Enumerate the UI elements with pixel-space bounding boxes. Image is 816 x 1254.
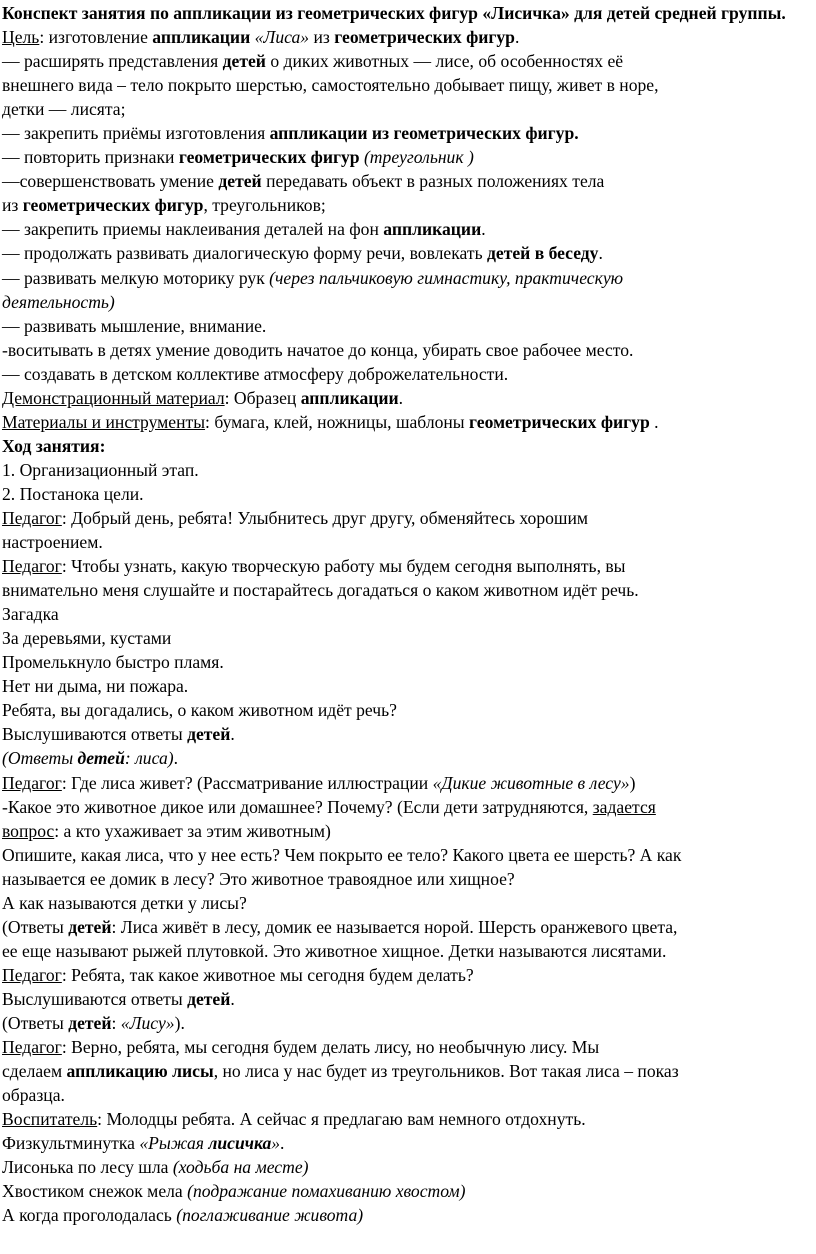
text-run: Выслушиваются ответы bbox=[2, 724, 188, 745]
text-run: . bbox=[230, 988, 235, 1009]
text-run: Демонстрационный материал bbox=[2, 387, 225, 408]
text-run: — развивать мышление, внимание. bbox=[2, 315, 267, 336]
text-run: сделаем bbox=[2, 1061, 67, 1082]
text-run: (через пальчиковую гимнастику, практическую bbox=[269, 267, 624, 288]
text-line bbox=[2, 266, 804, 290]
text-run: . bbox=[173, 748, 179, 769]
text-run: детки — лисята; bbox=[2, 99, 126, 120]
text-run: Опишите, какая лиса, что у нее есть? Чем покрыто ее тело? Какого цвета ее шерсть? А как bbox=[2, 844, 682, 865]
text-run: аппликации bbox=[383, 219, 482, 240]
text-run: : Добрый день, ребята! Улыбнитесь друг другу, обменяйтесь хорошим bbox=[61, 507, 589, 528]
text-run: «Лиса» bbox=[254, 27, 310, 48]
text-run: ее еще называют рыжей плутовкой. Это животное хищное. Детки называются лисятами. bbox=[2, 940, 667, 961]
text-run: называется ее домик в лесу? Это животное травоядное или хищное? bbox=[2, 868, 515, 889]
text-run: . bbox=[280, 1133, 285, 1154]
text-line bbox=[2, 554, 804, 578]
text-line bbox=[2, 746, 804, 770]
text-run: ) bbox=[629, 772, 636, 793]
text-run: Педагог bbox=[2, 964, 62, 985]
text-run: — расширять представления bbox=[2, 51, 223, 72]
text-line bbox=[2, 771, 804, 795]
text-run: : Ребята, так какое животное мы сегодня будем делать? bbox=[61, 964, 474, 985]
text-run: : Чтобы узнать, какую творческую работу мы будем сегодня выполнять, вы bbox=[61, 556, 626, 577]
text-run: Педагог bbox=[2, 1037, 62, 1058]
text-run: геометрических фигур bbox=[334, 27, 515, 48]
text-run: детей bbox=[77, 748, 125, 769]
text-run: : Молодцы ребята. А сейчас я предлагаю вам немного отдохнуть. bbox=[97, 1109, 586, 1130]
text-run: 2. Постанока цели. bbox=[2, 483, 144, 504]
text-run: : bbox=[111, 1012, 121, 1033]
text-run: детей bbox=[68, 1012, 112, 1033]
text-line bbox=[2, 819, 804, 843]
text-run: Педагог bbox=[2, 556, 62, 577]
text-run: Ход занятия: bbox=[2, 435, 106, 456]
text-line bbox=[2, 362, 804, 386]
text-line bbox=[2, 338, 804, 362]
text-line bbox=[2, 458, 804, 482]
text-run: . bbox=[514, 27, 520, 48]
text-run: (Ответы bbox=[2, 748, 78, 769]
text-run: аппликации bbox=[152, 27, 251, 48]
text-run: образца. bbox=[2, 1085, 65, 1106]
text-run: Нет ни дыма, ни пожара. bbox=[2, 676, 189, 697]
text-run: задается bbox=[592, 796, 656, 817]
text-run: : изготовление bbox=[39, 27, 153, 48]
text-run: Материалы и инструменты bbox=[2, 411, 206, 432]
text-run: -воситывать в детях умение доводить начатое до конца, убирать свое рабочее место. bbox=[2, 339, 634, 360]
text-line bbox=[2, 843, 804, 867]
text-run: — развивать мелкую моторику рук bbox=[2, 267, 270, 288]
text-run: внешнего вида – тело покрыто шерстью, самостоятельно добывает пищу, живет в норе, bbox=[2, 75, 659, 96]
text-run: аппликации bbox=[300, 387, 399, 408]
text-run: геометрических фигур bbox=[22, 195, 204, 216]
text-line bbox=[2, 49, 804, 73]
text-run: аппликации из геометрических фигур. bbox=[269, 123, 579, 144]
text-run: , треугольников; bbox=[203, 195, 326, 216]
text-line bbox=[2, 1035, 804, 1059]
text-line bbox=[2, 674, 804, 698]
text-run: За деревьями, кустами bbox=[2, 628, 172, 649]
text-run: геометрических фигур bbox=[178, 147, 360, 168]
text-run: Загадка bbox=[2, 604, 59, 625]
text-run: Ребята, вы догадались, о каком животном идёт речь? bbox=[2, 700, 397, 721]
text-run: (ходьба на месте) bbox=[172, 1157, 309, 1178]
text-line bbox=[2, 1131, 804, 1155]
text-run: . bbox=[481, 219, 486, 240]
text-run: : лиса) bbox=[124, 748, 174, 769]
document-title: Конспект занятия по аппликации из геометрических фигур «Лисичка» для детей средней группы. bbox=[2, 3, 786, 23]
text-line bbox=[2, 1011, 804, 1035]
text-line bbox=[2, 217, 804, 241]
text-run: » bbox=[271, 1133, 281, 1154]
text-run: вопрос bbox=[2, 820, 55, 841]
text-line bbox=[2, 73, 804, 97]
text-run: настроением. bbox=[2, 532, 103, 553]
text-run: детей bbox=[187, 724, 231, 745]
text-run: — закрепить приёмы изготовления bbox=[2, 123, 270, 144]
text-run: ). bbox=[174, 1012, 185, 1033]
text-line bbox=[2, 1059, 804, 1083]
text-line bbox=[2, 722, 804, 746]
text-line bbox=[2, 121, 804, 145]
text-run: из bbox=[2, 195, 23, 216]
text-run: деятельность) bbox=[2, 291, 115, 312]
text-run: : бумага, клей, ножницы, шаблоны bbox=[205, 411, 470, 432]
text-run: Педагог bbox=[2, 772, 62, 793]
text-run: Воспитатель bbox=[2, 1109, 98, 1130]
text-line bbox=[2, 1203, 804, 1227]
text-run: (поглаживание живота) bbox=[176, 1205, 364, 1226]
text-line bbox=[2, 1155, 804, 1179]
text-line bbox=[2, 169, 804, 193]
text-run: детей bbox=[222, 51, 266, 72]
text-run: детей bbox=[218, 171, 262, 192]
text-run: Педагог bbox=[2, 507, 62, 528]
text-run: детей в беседу bbox=[487, 243, 599, 264]
text-run: —совершенствовать умение bbox=[2, 171, 219, 192]
text-line bbox=[2, 193, 804, 217]
text-line bbox=[2, 963, 804, 987]
text-line bbox=[2, 891, 804, 915]
text-line bbox=[2, 1179, 804, 1203]
text-line bbox=[2, 25, 804, 49]
text-run: : а кто ухаживает за этим животным) bbox=[54, 820, 331, 841]
text-line bbox=[2, 290, 804, 314]
text-line bbox=[2, 386, 804, 410]
text-line bbox=[2, 97, 804, 121]
text-run: А как называются детки у лисы? bbox=[2, 892, 247, 913]
text-run: Лисонька по лесу шла bbox=[2, 1157, 173, 1178]
text-run: . bbox=[598, 243, 603, 264]
text-run: (подражание помахиванию хвостом) bbox=[187, 1181, 466, 1202]
text-run: детей bbox=[187, 988, 231, 1009]
text-run: . bbox=[398, 387, 404, 408]
text-run: : Где лиса живет? (Рассматривание иллюстрации bbox=[61, 772, 433, 793]
text-run: лисичка bbox=[208, 1133, 272, 1154]
text-line bbox=[2, 867, 804, 891]
text-run: . bbox=[649, 411, 659, 432]
text-line bbox=[2, 482, 804, 506]
text-run: внимательно меня слушайте и постарайтесь догадаться о каком животном идёт речь. bbox=[2, 580, 639, 601]
text-run: — продолжать развивать диалогическую форму речи, вовлекать bbox=[2, 243, 487, 264]
text-line bbox=[2, 626, 804, 650]
text-line bbox=[2, 434, 804, 458]
text-run: Цель bbox=[2, 27, 40, 48]
document-body bbox=[2, 25, 804, 1227]
text-run: : Образец bbox=[224, 387, 301, 408]
text-line bbox=[2, 578, 804, 602]
text-run: : Верно, ребята, мы сегодня будем делать лису, но необычную лису. Мы bbox=[61, 1037, 600, 1058]
text-run: Промелькнуло быстро пламя. bbox=[2, 652, 224, 673]
text-run: (Ответы bbox=[2, 916, 69, 937]
text-line bbox=[2, 1107, 804, 1131]
text-line bbox=[2, 650, 804, 674]
text-line bbox=[2, 241, 804, 265]
text-line bbox=[2, 506, 804, 530]
text-run: Выслушиваются ответы bbox=[2, 988, 188, 1009]
text-run: (треугольник ) bbox=[363, 147, 474, 168]
text-run: -Какое это животное дикое или домашнее? Почему? (Если дети затрудняются, bbox=[2, 796, 593, 817]
text-line bbox=[2, 915, 804, 939]
text-line bbox=[2, 795, 804, 819]
text-line bbox=[2, 1083, 804, 1107]
text-run: передавать объект в разных положениях тела bbox=[261, 171, 605, 192]
text-run: — повторить признаки bbox=[2, 147, 179, 168]
text-run: «Лису» bbox=[120, 1012, 175, 1033]
text-run: 1. Организационный этап. bbox=[2, 459, 199, 480]
text-run: . bbox=[230, 724, 235, 745]
text-line bbox=[2, 987, 804, 1011]
text-run: Физкультминутка bbox=[2, 1133, 140, 1154]
text-line bbox=[2, 698, 804, 722]
text-run: аппликацию лисы bbox=[66, 1061, 214, 1082]
text-run: (Ответы bbox=[2, 1012, 69, 1033]
text-run: — создавать в детском коллективе атмосферу доброжелательности. bbox=[2, 363, 509, 384]
text-run: детей bbox=[68, 916, 112, 937]
text-line bbox=[2, 602, 804, 626]
text-line bbox=[2, 410, 804, 434]
text-run: из bbox=[309, 27, 335, 48]
text-run: , но лиса у нас будет из треугольников. Вот такая лиса – показ bbox=[213, 1061, 679, 1082]
text-run: «Дикие животные в лесу» bbox=[432, 772, 630, 793]
text-run: о диких животных — лисе, об особенностях её bbox=[265, 51, 624, 72]
text-run: — закрепить приемы наклеивания деталей на фон bbox=[2, 219, 384, 240]
text-run: геометрических фигур bbox=[469, 411, 650, 432]
text-run: А когда проголодалась bbox=[2, 1205, 177, 1226]
text-run: : Лиса живёт в лесу, домик ее называется норой. Шерсть оранжевого цвета, bbox=[111, 916, 678, 937]
text-line bbox=[2, 145, 804, 169]
text-run: Хвостиком снежок мела bbox=[2, 1181, 188, 1202]
text-line bbox=[2, 314, 804, 338]
text-run: «Рыжая bbox=[139, 1133, 209, 1154]
text-line bbox=[2, 530, 804, 554]
text-line bbox=[2, 939, 804, 963]
